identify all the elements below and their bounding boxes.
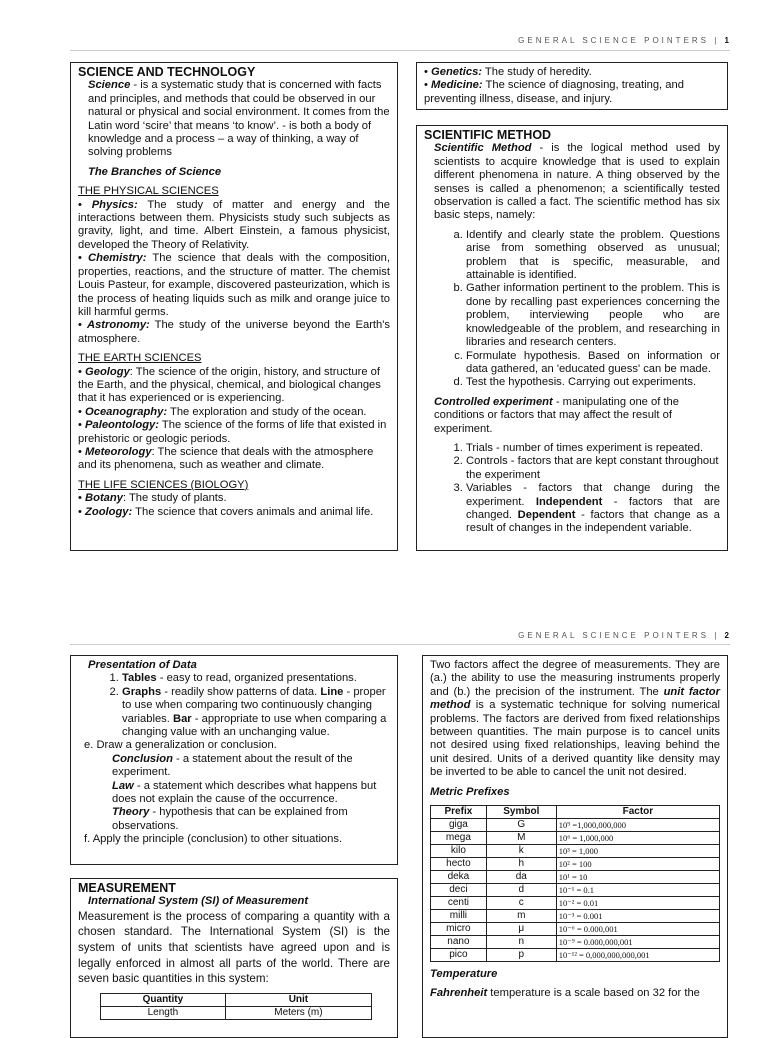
- page-number: 2: [724, 631, 730, 640]
- science-definition: Science - is a systematic study that is concerned with facts and principles, and methods that could be observed in our natural or physical and social environment. It comes from the Latin word ‘scire’ that means ‘to know’. - is both a body of knowledge and a process – a way of thinking, a way of solving problems: [88, 79, 390, 159]
- header-rule: [70, 644, 730, 645]
- table-row: milli m 10⁻³ = 0.001: [431, 910, 720, 923]
- botany-item: • Botany: The study of plants.: [78, 492, 227, 505]
- measurement-body: Measurement is the process of comparing a quantity with a chosen standard. The International System (SI) is the system of units that scientists have agreed upon and is legally enforced in almost all parts of the world. There are seven basic quantities in this system:: [78, 909, 390, 986]
- controlled-experiment-definition: Controlled experiment - manipulating one of the conditions or factors that may affect the result of experiment.: [434, 395, 679, 435]
- page-number: 1: [724, 36, 730, 45]
- factor-item: 1. Trials - number of times experiment is repeated.: [466, 442, 720, 455]
- unit-factor-box: [422, 655, 728, 1038]
- metric-prefix-table: [430, 805, 720, 962]
- chemistry-item: • Chemistry: The science that deals with the composition, properties, reactions, and the structure of matter. The chemist Louis Pasteur, for example, discovered pasteurization, which is the process of heating liquids such as milk and orange juice to kill harmful germs.: [78, 252, 390, 318]
- factor-item: 2. Controls - factors that are kept constant throughout the experiment: [466, 455, 720, 482]
- life-sciences-title: THE LIFE SCIENCES (BIOLOGY): [78, 478, 249, 491]
- method-steps-list: [424, 229, 720, 390]
- genetics-medicine-box: [416, 62, 728, 110]
- presentation-list: [78, 672, 390, 739]
- table-row: hecto h 10² = 100: [431, 858, 720, 871]
- metric-prefixes-title: Metric Prefixes: [430, 785, 510, 798]
- step-e: e. Draw a generalization or conclusion.: [84, 739, 277, 752]
- section-title: MEASUREMENT: [78, 881, 176, 895]
- fahrenheit-definition: Fahrenheit temperature is a scale based on 32 for the: [430, 987, 700, 1000]
- geology-item: • Geology: The science of the origin, history, and structure of the Earth, and the physical, chemical, and biological changes that it has experienced or is experiencing.: [78, 365, 381, 405]
- graphs-item: 2. Graphs - readily show patterns of data. Line - proper to use when comparing two continuously changing variables. Bar - appropriate to use when comparing a changing value with an unchanging value.: [122, 686, 390, 740]
- method-step: a. Identify and clearly state the problem. Questions arise from something observed as unusual; problem that is specific, measurable, and attainable is identified.: [466, 229, 720, 283]
- conclusion-item: Conclusion - a statement about the result of the experiment.: [112, 752, 353, 779]
- temperature-title: Temperature: [430, 968, 498, 981]
- table-row: micro μ 10⁻⁶ = 0.000,001: [431, 923, 720, 936]
- presentation-of-data-box: [70, 655, 398, 865]
- method-step: c. Formulate hypothesis. Based on information or data gathered, an 'educated guess' can be made.: [466, 350, 720, 377]
- paleontology-item: • Paleontology: The science of the forms of life that existed in prehistoric or geologic periods.: [78, 419, 387, 445]
- science-technology-box: [70, 62, 398, 551]
- oceanography-item: • Oceanography: The exploration and study of the ocean.: [78, 405, 367, 418]
- meteorology-item: • Meteorology: The science that deals with the atmosphere and its phenomena, such as weather and climate.: [78, 445, 374, 472]
- section-title: SCIENCE AND TECHNOLOGY: [78, 65, 256, 79]
- header-text: GENERAL SCIENCE POINTERS: [518, 36, 710, 45]
- page-header-1: GENERAL SCIENCE POINTERS | 1: [518, 36, 730, 45]
- table-row: kilo k 10³ = 1,000: [431, 845, 720, 858]
- table-row: centi c 10⁻² = 0.01: [431, 897, 720, 910]
- si-title: International System (SI) of Measurement: [88, 895, 309, 908]
- table-row: nano n 10⁻⁹ = 0.000,000,001: [431, 936, 720, 949]
- zoology-item: • Zoology: The science that covers animals and animal life.: [78, 505, 374, 518]
- genetics-item: • Genetics: The study of heredity.: [424, 66, 592, 78]
- branches-title: The Branches of Science: [88, 165, 222, 178]
- law-item: Law - a statement which describes what happens but does not explain the cause of the occurrence.: [112, 779, 377, 806]
- table-row: Length Meters (m): [101, 1006, 372, 1019]
- method-step: d. Test the hypothesis. Carrying out experiments.: [466, 376, 720, 389]
- physical-sciences-title: THE PHYSICAL SCIENCES: [78, 185, 219, 198]
- table-row: mega M 10⁶ = 1,000,000: [431, 832, 720, 845]
- table-header: Prefix: [431, 806, 487, 819]
- theory-item: Theory - hypothesis that can be explained from observations.: [112, 806, 348, 832]
- header-text: GENERAL SCIENCE POINTERS: [518, 631, 710, 640]
- table-row: deci d 10⁻¹ = 0.1: [431, 884, 720, 897]
- method-step: b. Gather information pertinent to the problem. This is done by recalling past experiences concerning the problem, interviewing people who are knowledgeable of the problem, and researching in libraries and research centers.: [466, 282, 720, 349]
- scientific-method-definition: Scientific Method - is the logical method used by scientists to acquire knowledge that is used to explain different phenomena in nature. A thing observed by the senses is called a phenomenon; a scientifically tested observation is called a fact. The scientific method has six basic steps, namely:: [434, 142, 720, 222]
- table-header: Symbol: [486, 806, 556, 819]
- experiment-factors-list: [424, 442, 720, 536]
- table-header: Factor: [556, 806, 719, 819]
- physics-item: • Physics: The study of matter and energy and the interactions between them. Physicists study such subjects as gravity, light, and time. Albert Einstein, a famous physicist, developed the Theory of Relativity.: [78, 198, 391, 251]
- step-f: f. Apply the principle (conclusion) to other situations.: [84, 833, 343, 846]
- factors-body: Two factors affect the degree of measurements. They are (a.) the ability to use the measuring instruments properly and (b.) the precision of the instrument. The unit factor method is a systematic technique for solving numerical problems. The factors are derived from fixed relationships between quantities. The main purpose is to cancel units not desired using fixed relationships, leaving behind the unit desired. Units of a derived quantity like density may be inverted to be able to cancel the unit not desired.: [430, 659, 720, 779]
- measurement-box: [70, 878, 398, 1038]
- section-title: SCIENTIFIC METHOD: [424, 128, 552, 142]
- table-row: giga G 10⁹ =1,000,000,000: [431, 819, 720, 832]
- page-header-2: GENERAL SCIENCE POINTERS | 2: [518, 631, 730, 640]
- factor-item: 3. Variables - factors that change during the experiment. Independent - factors that are changed. Dependent - factors that change as a result of changes in the independent variable.: [466, 482, 720, 536]
- table-row: deka da 10¹ = 10: [431, 871, 720, 884]
- scientific-method-box: [416, 125, 728, 551]
- presentation-title: Presentation of Data: [88, 659, 197, 671]
- table-row: pico p 10⁻¹² = 0,000,000,000,001: [431, 949, 720, 962]
- tables-item: 1. Tables - easy to read, organized presentations.: [122, 672, 390, 685]
- quantity-unit-table: [100, 993, 372, 1020]
- medicine-item: • Medicine: The science of diagnosing, treating, and preventing illness, disease, and injury.: [424, 79, 684, 105]
- astronomy-item: • Astronomy: The study of the universe beyond the Earth's atmosphere.: [78, 319, 390, 345]
- table-header: Quantity: [101, 993, 226, 1006]
- earth-sciences-title: THE EARTH SCIENCES: [78, 352, 202, 365]
- table-header: Unit: [225, 993, 371, 1006]
- header-rule: [70, 50, 730, 51]
